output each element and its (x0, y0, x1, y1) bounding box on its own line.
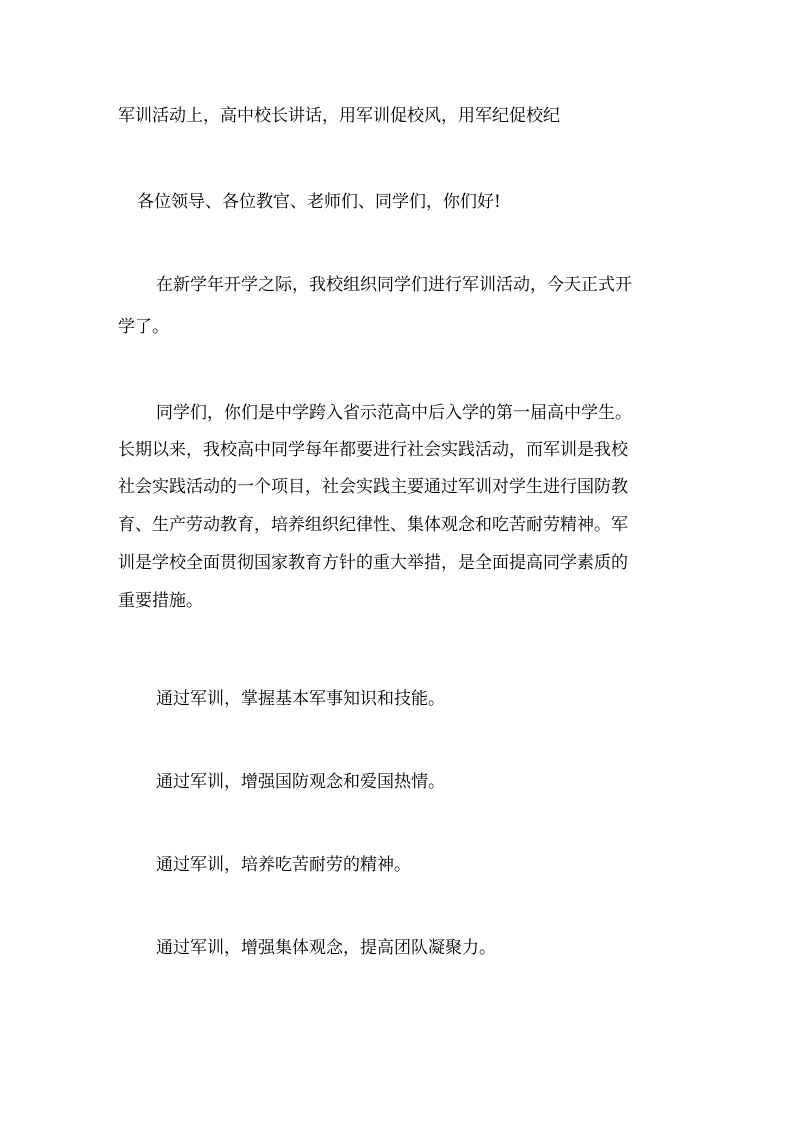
paragraph-2-line-1: 同学们，你们是中学跨入省示范高中后入学的第一届高中学生。 (156, 403, 632, 423)
paragraph-1-line-1: 在新学年开学之际，我校组织同学们进行军训活动，今天正式开 (156, 275, 632, 295)
paragraph-1-line-2: 学了。 (118, 317, 169, 337)
point-1: 通过军训，掌握基本军事知识和技能。 (156, 689, 445, 709)
paragraph-2-line-4: 育、生产劳动教育，培养组织纪律性、集体观念和吃苦耐劳精神。军 (118, 515, 628, 535)
greeting-line: 各位领导、各位教官、老师们、同学们，你们好! (137, 192, 501, 212)
paragraph-2-line-3: 社会实践活动的一个项目，社会实践主要通过军训对学生进行国防教 (118, 477, 628, 497)
point-3: 通过军训，培养吃苦耐劳的精神。 (156, 855, 411, 875)
paragraph-2-line-5: 训是学校全面贯彻国家教育方针的重大举措，是全面提高同学素质的 (118, 553, 628, 573)
paragraph-2-line-6: 重要措施。 (118, 591, 203, 611)
point-4: 通过军训，增强集体观念，提高团队凝聚力。 (156, 938, 496, 958)
point-2: 通过军训，增强国防观念和爱国热情。 (156, 772, 445, 792)
document-title: 军训活动上，高中校长讲话，用军训促校风，用军纪促校纪 (118, 106, 560, 126)
paragraph-2-line-2: 长期以来，我校高中同学每年都要进行社会实践活动，而军训是我校 (118, 440, 628, 460)
